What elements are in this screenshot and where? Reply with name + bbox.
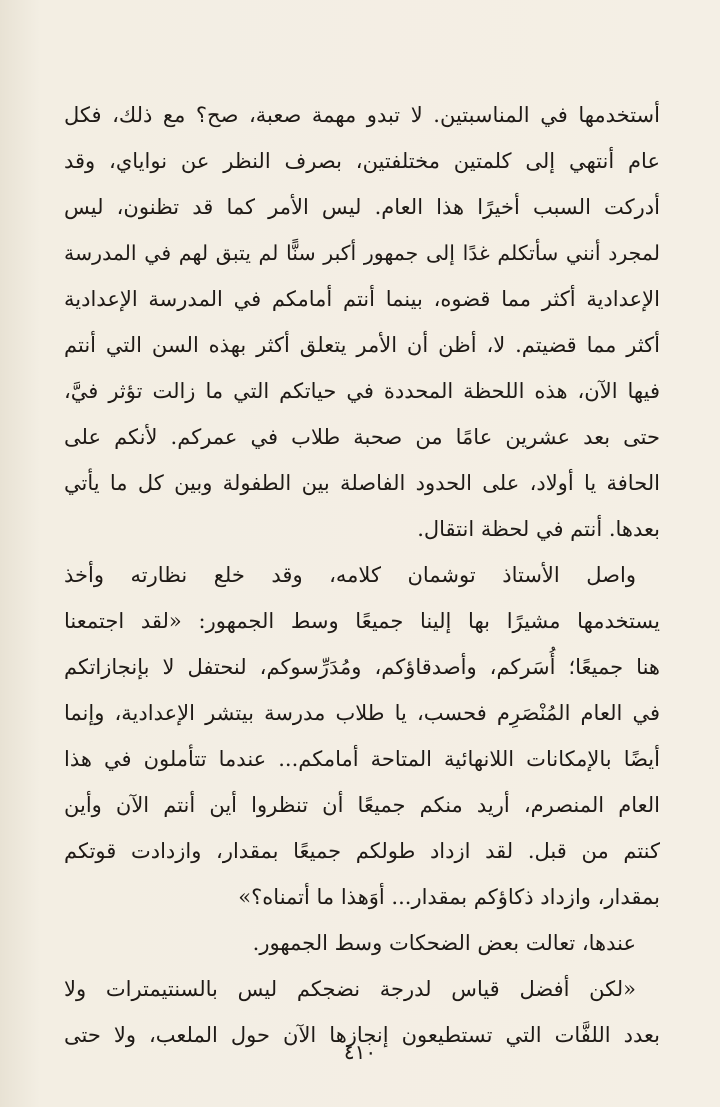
text-line: بعدد اللفَّات التي تستطيعون إنجازها الآن حول الملعب، ولا حتى <box>64 1023 660 1047</box>
page-number: ٤١٠ <box>343 1040 377 1064</box>
text-line: أيضًا بالإمكانات اللانهائية المتاحة أمامكم... عندما تتأملون في هذا <box>64 747 660 771</box>
text-line: حتى بعد عشرين عامًا من صحبة طلاب في عمركم. لأنكم على <box>64 425 661 449</box>
text-line: عندها، تعالت بعض الضحكات وسط الجمهور. <box>252 931 636 955</box>
text-line: عام أنتهي إلى كلمتين مختلفتين، بصرف النظر عن نواياي، وقد <box>64 149 660 173</box>
text-line: الحافة يا أولاد، على الحدود الفاصلة بين الطفولة وبين كل ما يأتي <box>64 471 660 495</box>
text-line: أستخدمها في المناسبتين. لا تبدو مهمة صعبة، صح؟ مع ذلك، فكل <box>64 103 660 127</box>
text-line: هنا جميعًا؛ أُسَركم، وأصدقاؤكم، ومُدَرِّسوكم، لنحتفل لا بإنجازاتكم <box>64 655 660 679</box>
text-line: لمجرد أنني سأتكلم غدًا إلى جمهور أكبر سنًّا لم يتبق لهم في المدرسة <box>64 241 660 265</box>
text-line: فيها الآن، هذه اللحظة المحددة في حياتكم التي ما زالت تؤثر فيَّ، <box>64 379 660 403</box>
body-text <box>64 92 660 1058</box>
text-line: بمقدار، وازداد ذكاؤكم بمقدار... أوَهذا ما أتمناه؟» <box>238 885 660 909</box>
text-line: واصل الأستاذ توشمان كلامه، وقد خلع نظارته وأخذ <box>64 563 636 587</box>
text-line: أدركت السبب أخيرًا هذا العام. ليس الأمر كما قد تظنون، ليس <box>64 195 660 219</box>
text-line: كنتم من قبل. لقد ازداد طولكم جميعًا بمقدار، وازدادت قوتكم <box>64 839 660 863</box>
text-line: العام المنصرم، أريد منكم جميعًا أن تنظروا أين أنتم الآن وأين <box>64 793 660 817</box>
text-line: يستخدمها مشيرًا بها إلينا جميعًا وسط الجمهور: «لقد اجتمعنا <box>64 609 660 633</box>
text-line: «لكن أفضل قياس لدرجة نضجكم ليس بالسنتيمترات ولا <box>64 977 636 1001</box>
text-line: الإعدادية أكثر مما قضوه، بينما أنتم أمامكم في المدرسة الإعدادية <box>64 287 660 311</box>
text-line: بعدها. أنتم في لحظة انتقال. <box>417 517 660 541</box>
text-line: أكثر مما قضيتم. لا، أظن أن الأمر يتعلق أكثر بهذه السن التي أنتم <box>64 333 660 357</box>
text-line: في العام المُنْصَرِم فحسب، يا طلاب مدرسة بيتشر الإعدادية، وإنما <box>64 701 660 725</box>
